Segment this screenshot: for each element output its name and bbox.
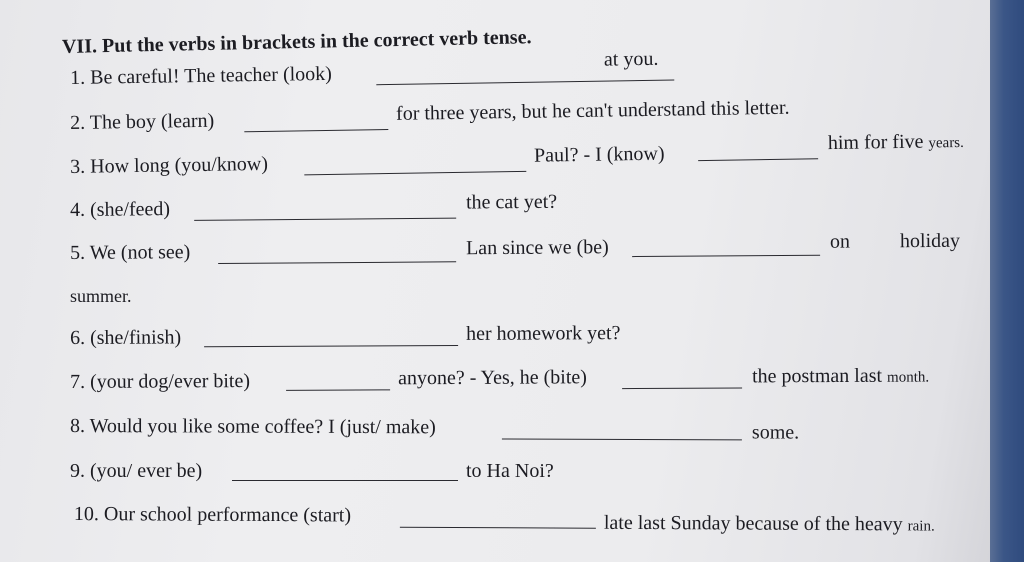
question-5-blank-a[interactable] xyxy=(218,261,456,264)
question-1-after: at you. xyxy=(603,47,659,71)
question-2-after: for three years, but he can't understand this letter. xyxy=(395,96,790,125)
question-9-after: to Ha Noi? xyxy=(466,460,554,482)
question-2-prompt: 2. The boy (learn) xyxy=(70,109,215,134)
question-9-blank[interactable] xyxy=(232,480,458,481)
question-2-blank[interactable] xyxy=(244,129,388,132)
question-10-prompt: 10. Our school performance (start) xyxy=(73,503,352,527)
question-10-blank[interactable] xyxy=(400,527,596,529)
question-8-after: some. xyxy=(751,421,800,444)
question-3-mid: Paul? - I (know) xyxy=(533,142,665,167)
question-7-blank-a[interactable] xyxy=(286,389,390,391)
question-7-prompt: 7. (your dog/ever bite) xyxy=(70,370,251,393)
question-3-blank-a[interactable] xyxy=(304,171,526,175)
question-4-blank[interactable] xyxy=(194,218,456,221)
question-1-blank[interactable] xyxy=(376,80,674,86)
question-3-prompt: 3. How long (you/know) xyxy=(70,152,269,178)
question-4-after: the cat yet? xyxy=(465,190,558,214)
question-7-mid: anyone? - Yes, he (bite) xyxy=(397,366,587,390)
question-5-mid: Lan since we (be) xyxy=(465,236,609,260)
question-5-holiday: holiday xyxy=(899,229,961,253)
question-6-prompt: 6. (she/finish) xyxy=(70,326,182,349)
question-3-blank-b[interactable] xyxy=(698,158,818,161)
question-8-blank[interactable] xyxy=(502,439,742,441)
book-cover-edge xyxy=(990,0,1024,562)
question-6-after: her homework yet? xyxy=(465,322,621,345)
question-5-blank-b[interactable] xyxy=(632,255,820,257)
exercise-title: VII. Put the verbs in brackets in the correct verb tense. xyxy=(61,26,532,58)
question-8-prompt: 8. Would you like some coffee? I (just/ make) xyxy=(69,415,436,439)
question-5-continuation: summer. xyxy=(70,286,132,306)
question-6-blank[interactable] xyxy=(204,345,458,347)
question-7-blank-b[interactable] xyxy=(622,387,742,389)
question-5-prompt: 5. We (not see) xyxy=(70,241,191,264)
question-9-prompt: 9. (you/ ever be) xyxy=(70,460,203,482)
question-7-after: the postman last month. xyxy=(751,364,930,388)
question-3-after: him for five years. xyxy=(827,130,964,155)
question-1-prompt: 1. Be careful! The teacher (look) xyxy=(70,62,333,89)
question-5-on: on xyxy=(829,230,851,253)
question-10-after: late last Sunday because of the heavy rain. xyxy=(603,511,935,536)
question-4-prompt: 4. (she/feed) xyxy=(70,198,171,221)
